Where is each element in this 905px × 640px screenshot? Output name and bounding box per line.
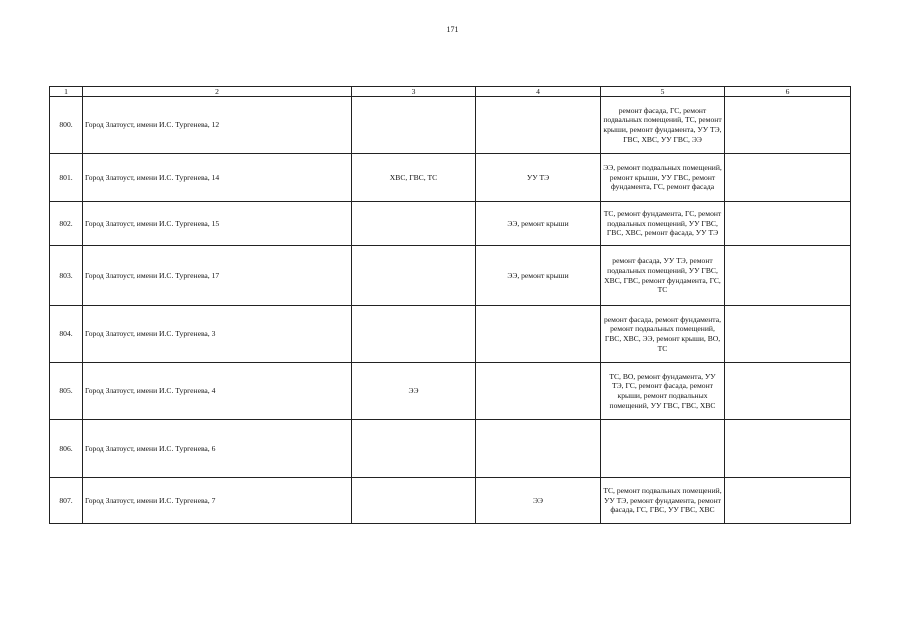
row-number: 800. <box>50 97 83 154</box>
row-col5: ремонт фасада, ремонт фундамента, ремонт подвальных помещений, ГВС, ХВС, ЭЭ, ремонт крыши, ВО, ТС <box>601 306 725 363</box>
row-col3 <box>352 478 476 524</box>
row-col4: ЭЭ, ремонт крыши <box>476 202 601 246</box>
row-col3 <box>352 420 476 478</box>
row-col3 <box>352 306 476 363</box>
row-address: Город Златоуст, имени И.С. Тургенева, 17 <box>83 246 352 306</box>
row-col6 <box>725 420 851 478</box>
row-address: Город Златоуст, имени И.С. Тургенева, 12 <box>83 97 352 154</box>
row-col6 <box>725 97 851 154</box>
column-header-1: 1 <box>50 87 83 97</box>
row-number: 804. <box>50 306 83 363</box>
row-address: Город Златоуст, имени И.С. Тургенева, 15 <box>83 202 352 246</box>
table-row <box>50 363 851 420</box>
row-col4: ЭЭ <box>476 478 601 524</box>
column-header-3: 3 <box>352 87 476 97</box>
row-col4 <box>476 97 601 154</box>
row-number: 801. <box>50 154 83 202</box>
column-header-6: 6 <box>725 87 851 97</box>
row-number: 802. <box>50 202 83 246</box>
column-header-4: 4 <box>476 87 601 97</box>
row-col3 <box>352 246 476 306</box>
page-number: 171 <box>446 25 459 34</box>
table-row <box>50 420 851 478</box>
row-address: Город Златоуст, имени И.С. Тургенева, 7 <box>83 478 352 524</box>
row-col5: ремонт фасада, УУ ТЭ, ремонт подвальных помещений, УУ ГВС, ХВС, ГВС, ремонт фундамента, ГС, ТС <box>601 246 725 306</box>
row-number: 803. <box>50 246 83 306</box>
table-row <box>50 478 851 524</box>
row-address: Город Златоуст, имени И.С. Тургенева, 14 <box>83 154 352 202</box>
row-col4 <box>476 363 601 420</box>
table-row <box>50 306 851 363</box>
row-col4: ЭЭ, ремонт крыши <box>476 246 601 306</box>
row-col3: ХВС, ГВС, ТС <box>352 154 476 202</box>
row-number: 806. <box>50 420 83 478</box>
row-col5: ТС, ремонт подвальных помещений, УУ ТЭ, ремонт фундамента, ремонт фасада, ГС, ГВС, УУ ГВС, ХВС <box>601 478 725 524</box>
row-col3: ЭЭ <box>352 363 476 420</box>
row-col6 <box>725 478 851 524</box>
row-col5: ремонт фасада, ГС, ремонт подвальных помещений, ТС, ремонт крыши, ремонт фундамента, УУ ТЭ, ГВС, ХВС, УУ ГВС, ЭЭ <box>601 97 725 154</box>
column-number-row <box>50 87 851 97</box>
table-row <box>50 202 851 246</box>
row-col5: ЭЭ, ремонт подвальных помещений, ремонт крыши, УУ ГВС, ремонт фундамента, ГС, ремонт фасада <box>601 154 725 202</box>
row-col5: ТС, ВО, ремонт фундамента, УУ ТЭ, ГС, ремонт фасада, ремонт крыши, ремонт подвальных помещений, УУ ГВС, ГВС, ХВС <box>601 363 725 420</box>
row-col4 <box>476 420 601 478</box>
row-col3 <box>352 97 476 154</box>
row-col6 <box>725 363 851 420</box>
row-number: 805. <box>50 363 83 420</box>
table-row <box>50 154 851 202</box>
column-header-5: 5 <box>601 87 725 97</box>
row-address: Город Златоуст, имени И.С. Тургенева, 4 <box>83 363 352 420</box>
row-address: Город Златоуст, имени И.С. Тургенева, 6 <box>83 420 352 478</box>
row-col4 <box>476 306 601 363</box>
row-col6 <box>725 246 851 306</box>
row-col4: УУ ТЭ <box>476 154 601 202</box>
row-col5 <box>601 420 725 478</box>
row-col3 <box>352 202 476 246</box>
row-address: Город Златоуст, имени И.С. Тургенева, 3 <box>83 306 352 363</box>
row-col6 <box>725 154 851 202</box>
table-row <box>50 246 851 306</box>
row-col6 <box>725 306 851 363</box>
column-header-2: 2 <box>83 87 352 97</box>
row-col5: ТС, ремонт фундамента, ГС, ремонт подвальных помещений, УУ ГВС, ГВС, ХВС, ремонт фасада, УУ ТЭ <box>601 202 725 246</box>
registry-table <box>49 86 851 524</box>
table-row <box>50 97 851 154</box>
row-col6 <box>725 202 851 246</box>
row-number: 807. <box>50 478 83 524</box>
